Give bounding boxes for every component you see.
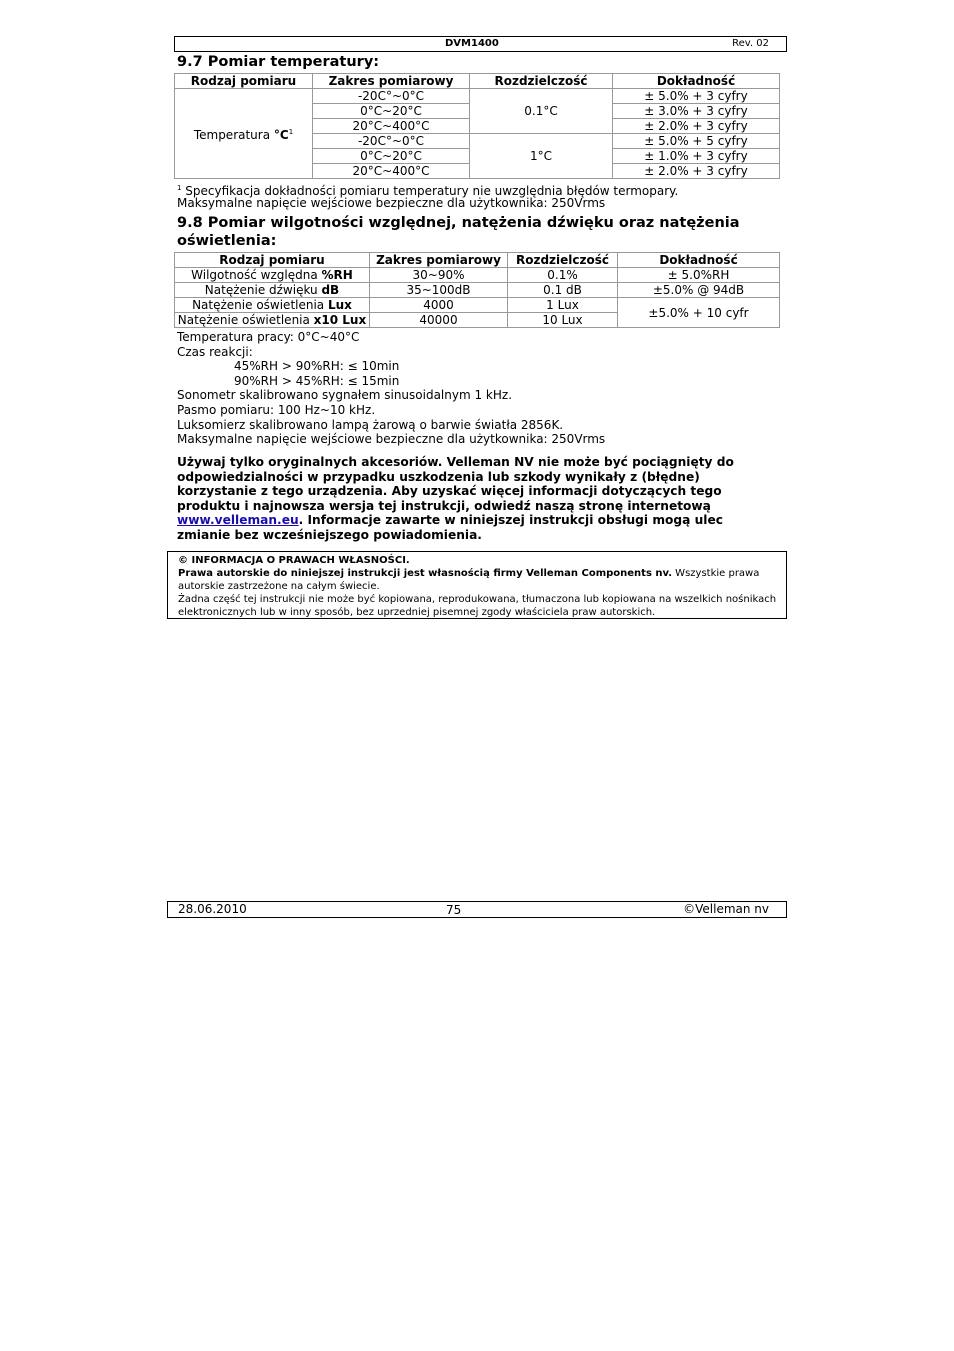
response-time-1: 45%RH > 90%RH: ≤ 10min — [234, 359, 400, 373]
accessories-notice — [177, 455, 737, 543]
resolution-cell: 1 Lux — [508, 298, 618, 313]
footer-date: 28.06.2010 — [178, 902, 247, 916]
copyright-title: © INFORMACJA O PRAWACH WŁASNOŚCI. — [178, 555, 410, 566]
velleman-link[interactable]: www.velleman.eu — [177, 513, 299, 528]
page-footer — [167, 901, 787, 918]
bandwidth: Pasmo pomiaru: 100 Hz~10 kHz. — [177, 403, 376, 417]
type-cell — [175, 313, 370, 328]
humidity-sound-light-table — [174, 252, 780, 328]
accuracy-cell: ± 2.0% + 3 cyfry — [613, 119, 780, 134]
operating-temp: Temperatura pracy: 0°C~40°C — [177, 330, 360, 344]
range-cell: 4000 — [370, 298, 508, 313]
col-header: Zakres pomiarowy — [313, 74, 470, 89]
range-cell: 20°C~400°C — [313, 164, 470, 179]
type-unit: x10 Lux — [313, 313, 367, 327]
type-unit: %RH — [321, 268, 353, 282]
range-cell: 0°C~20°C — [313, 104, 470, 119]
col-header: Dokładność — [618, 253, 780, 268]
table-row — [175, 283, 780, 298]
section-97-title: 9.7 Pomiar temperatury: — [177, 54, 380, 70]
table-row — [175, 268, 780, 283]
accuracy-cell: ± 1.0% + 3 cyfry — [613, 149, 780, 164]
accuracy-cell: ± 3.0% + 3 cyfry — [613, 104, 780, 119]
revision: Rev. 02 — [732, 38, 769, 49]
type-unit: °C — [273, 128, 289, 142]
section-98-title — [177, 214, 740, 250]
accuracy-cell: ±5.0% + 10 cyfr — [618, 298, 780, 328]
col-header: Rodzaj pomiaru — [175, 74, 313, 89]
col-header: Rozdzielczość — [508, 253, 618, 268]
type-unit: Lux — [327, 298, 352, 312]
accuracy-cell: ± 5.0% + 3 cyfry — [613, 89, 780, 104]
type-cell — [175, 268, 370, 283]
range-cell: 20°C~400°C — [313, 119, 470, 134]
temperature-table — [174, 73, 780, 179]
type-label: Natężenie dźwięku — [204, 283, 322, 297]
type-unit: dB — [321, 283, 340, 297]
response-time-label: Czas reakcji: — [177, 345, 253, 359]
footer-company: ©Velleman nv — [683, 902, 769, 916]
page-header — [174, 36, 787, 52]
model-name: DVM1400 — [445, 38, 499, 49]
range-cell: 0°C~20°C — [313, 149, 470, 164]
col-header: Rodzaj pomiaru — [175, 253, 370, 268]
notice-text-2: . Informacje zawarte w niniejszej instrukcji obsługi mogą ulec zmianie bez wcześniejszego powiadomienia. — [177, 513, 723, 542]
type-label: Temperatura — [193, 128, 274, 142]
luxmeter-calibration: Luksomierz skalibrowano lampą żarową o barwie światła 2856K. — [177, 418, 564, 432]
range-cell: 35~100dB — [370, 283, 508, 298]
accuracy-cell: ±5.0% @ 94dB — [618, 283, 780, 298]
range-cell: 30~90% — [370, 268, 508, 283]
max-voltage-text: Maksymalne napięcie wejściowe bezpieczne dla użytkownika: 250Vrms — [177, 432, 606, 446]
copyright-bold: Prawa autorskie do niniejszej instrukcji jest własnością firmy Velleman Components nv. — [178, 568, 672, 579]
copyright-text — [168, 567, 786, 593]
footnote-ref: 1 — [288, 128, 294, 136]
resolution-cell: 0.1% — [508, 268, 618, 283]
sonometer-calibration: Sonometr skalibrowano sygnałem sinusoidalnym 1 kHz. — [177, 388, 513, 402]
table-row — [175, 298, 780, 313]
resolution-cell: 0.1 dB — [508, 283, 618, 298]
footnote-marker: 1 — [177, 184, 182, 192]
range-cell: -20C°~0°C — [313, 89, 470, 104]
type-cell — [175, 283, 370, 298]
page-number: 75 — [446, 903, 462, 917]
max-voltage-text: Maksymalne napięcie wejściowe bezpieczne dla użytkownika: 250Vrms — [177, 196, 606, 210]
type-cell — [175, 298, 370, 313]
copyright-restriction: Żadna część tej instrukcji nie może być kopiowana, reprodukowana, tłumaczona lub kopiowana na wszelkich nośnikach elektronicznych lub w inny sposób, bez uprzedniej pisemnej zgody właściciela praw autorskich. — [178, 594, 777, 618]
type-label: Natężenie oświetlenia — [177, 313, 314, 327]
resolution-cell: 10 Lux — [508, 313, 618, 328]
section-98-title-line2: oświetlenia: — [177, 233, 277, 249]
resolution-cell: 0.1°C — [470, 89, 613, 134]
copyright-box — [167, 551, 787, 619]
col-header: Dokładność — [613, 74, 780, 89]
range-cell: 40000 — [370, 313, 508, 328]
type-label: Wilgotność względna — [191, 268, 322, 282]
type-label: Natężenie oświetlenia — [192, 298, 328, 312]
col-header: Zakres pomiarowy — [370, 253, 508, 268]
accuracy-cell: ± 2.0% + 3 cyfry — [613, 164, 780, 179]
resolution-cell: 1°C — [470, 134, 613, 179]
response-time-2: 90%RH > 45%RH: ≤ 15min — [234, 374, 400, 388]
range-cell: -20C°~0°C — [313, 134, 470, 149]
col-header: Rozdzielczość — [470, 74, 613, 89]
footnote-text: Specyfikacja dokładności pomiaru temperatury nie uwzględnia błędów termopary. — [181, 184, 679, 198]
accuracy-cell: ± 5.0%RH — [618, 268, 780, 283]
accuracy-cell: ± 5.0% + 5 cyfry — [613, 134, 780, 149]
section-98-title-line1: 9.8 Pomiar wilgotności względnej, natężenia dźwięku oraz natężenia — [177, 215, 740, 231]
copyright-rest1: Wszystkie prawa autorskie zastrzeżone na całym świecie. — [178, 568, 760, 592]
measurement-type — [175, 89, 313, 179]
notice-text-1: Używaj tylko oryginalnych akcesoriów. Velleman NV nie może być pociągnięty do odpowiedzialności w przypadku uszkodzenia lub szkody wynikały z (błędne) korzystanie z tego urządzenia. Aby uzyskać więcej informacji dotyczących tego produktu i najnowsza wersja tej instrukcji, odwiedź naszą stronę internetową — [177, 455, 734, 513]
